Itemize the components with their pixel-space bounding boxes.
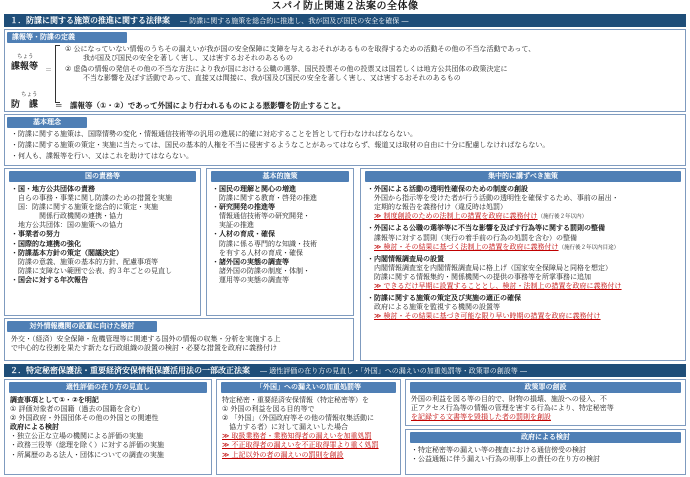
- leak-penalty: ≫ 不正取得者の漏えいを不正取得罪より重く処罰: [222, 441, 379, 450]
- section1-subheading: ― 防諜に関する施策を総合的に推進し、我が国及び国民の安全を確保 ―: [180, 17, 409, 25]
- crime-penalty: を記録する文書等を毀損した者の罰則を創設: [411, 413, 551, 422]
- basic-measures-box: [206, 168, 354, 316]
- basic-line: ・人材の育成・確保: [212, 230, 275, 239]
- focused-line: 防諜に関する情報集約・関係機関への提供の事務等を所掌事務に追加: [374, 272, 591, 281]
- foreign-leak-box: [216, 379, 401, 475]
- principle-item: ・防諜に関する施策は、国際情勢の変化・情報通信技術等の汎用の進展に的確に対応することを旨として行わなければならない。: [11, 130, 417, 138]
- focused-block: [367, 255, 683, 291]
- section2-subheading: ― 適性評価の在り方の見直し・「外国」への漏えいの加重処罰等・政策罪の創設等 ―: [260, 367, 527, 375]
- focused-note: （施行後２年以内）: [537, 214, 588, 221]
- aptitude-list: [10, 396, 210, 460]
- term2-label: 防 諜: [11, 100, 39, 110]
- duties-line: 関係行政機関の連携・協力: [39, 212, 123, 221]
- leak-line: 特定秘密・重要経済安保情報（特定秘密等）を: [222, 396, 369, 404]
- basic-line: ・諸外国の実態の調査等: [212, 257, 289, 266]
- new-crime-text: [411, 395, 683, 422]
- duties-line: 国：防諜に関する施策を総合的に策定・実施: [18, 203, 158, 212]
- basic-line: 諸外国の防諜の制度・体制・: [219, 266, 310, 275]
- duties-header: 国の責務等: [9, 171, 196, 182]
- basic-line: ・研究開発の推進等: [212, 203, 275, 212]
- basic-line: を有する人材の育成・確保: [219, 248, 303, 257]
- leak-line: ② 「外国」（外国政府等その他の情報収集活動に: [222, 414, 374, 423]
- principles-items: [11, 130, 549, 161]
- gov-review-box: [405, 429, 686, 475]
- duties-line: ・国会に対する年次報告: [11, 275, 88, 284]
- focused-block: [367, 294, 683, 321]
- duties-line: ・国・地方公共団体の責務: [11, 185, 95, 193]
- focused-line: 定期的な報告を義務付け（違反時は処罰）: [374, 203, 507, 212]
- leak-penalty: ≫ 取扱業務者・業務知得者の漏えいを加重処罰: [222, 432, 372, 441]
- aptitude-box: [4, 379, 212, 475]
- page-title: スパイ防止関連２法案の全体像: [271, 1, 419, 12]
- focused-line: 政府による施策を監視する機関の設置等: [374, 303, 500, 312]
- focused-measures-box: [360, 168, 686, 361]
- term1-reading: ちょう: [17, 54, 34, 60]
- aptitude-line: ・所属歴のある法人・団体についての調査の実施: [10, 450, 164, 459]
- focused-title: ・内閣情報調査局の設置: [367, 254, 444, 263]
- definition-item: ② 虚偽の情報の発信その他の不当な方法により我が国における公職の選挙、国民投票その他の投票又は国若しくは地方公共団体の政策決定に: [65, 65, 508, 74]
- definition-item: 我が国及び国民の安全を著しく害し、又は害するおそれのあるもの: [83, 54, 293, 63]
- focused-line: 外国から指示等を受けた者が行う活動の透明性を確保するため、事前の届出・: [374, 194, 619, 203]
- leak-line: 協力する者）に対して漏えいした場合: [229, 423, 348, 432]
- focused-obligation: ≫ できるだけ早期に設置することとし、検討・法制上の措置を政府に義務付け: [374, 282, 622, 291]
- aptitude-line: ① 評価対象者の国籍（過去の国籍を含む）: [10, 405, 145, 414]
- focused-title: ・外国による活動の透明性確保のための制度の創設: [367, 185, 528, 193]
- aptitude-header: 適性評価の在り方の見直し: [9, 382, 207, 393]
- gov-review-text: [411, 446, 683, 464]
- review-line: ・公益通報に伴う漏えい行為の刑事上の責任の在り方の検討: [411, 455, 600, 464]
- duties-line: 防諜の意義、施策の基本的方針、配慮事項等: [18, 257, 158, 266]
- term2-reading: ちょう: [21, 92, 38, 98]
- foreign-agency-box: [4, 318, 354, 361]
- crime-line: 外国の利益を図る等の目的で、財物の損壊、施設への侵入、不: [411, 395, 607, 403]
- section1-bar: [4, 14, 686, 27]
- focused-obligation: ≫ 制度創設のための法制上の措置を政府に義務付け: [374, 212, 538, 221]
- foreign-agency-line: 外交・（経済）安全保障・危機管理等に関連する国外の情報の収集・分析を実施する上: [11, 335, 281, 343]
- duties-line: ・国際的な連携の強化: [11, 239, 81, 248]
- principles-box: [4, 114, 686, 166]
- section2-bar: [4, 364, 686, 377]
- duties-line: ・事業者の努力: [11, 230, 60, 239]
- leak-penalty: ≫ 上記以外の者の漏えいの罰則を創設: [222, 450, 344, 459]
- basic-measures-list: [212, 185, 352, 285]
- focused-obligation: ≫ 検討・その結果に基づく法制上の措置を政府に義務付け: [374, 242, 559, 251]
- basic-line: 防諜に係る専門的な知識・技術: [219, 239, 317, 248]
- new-crime-header: 政策罪の創設: [410, 382, 681, 393]
- duties-box: [4, 168, 201, 316]
- basic-line: 実証の推進: [219, 221, 254, 230]
- focused-title: ・外国による公職の選挙等に不当な影響を及ぼす行為等に関する罰則の整備: [367, 224, 605, 233]
- definition-header: 諜報等・防諜の定義: [7, 32, 127, 43]
- aptitude-line: ・政務三役等（総理を除く）に対する評価の実施: [10, 441, 164, 450]
- review-line: ・特定秘密等の漏えい等の捜査における通信傍受の検討: [411, 446, 586, 454]
- leak-line: ① 外国の利益を図る目的等で: [222, 405, 315, 414]
- foreign-agency-text: [11, 335, 281, 353]
- definition-brace: [55, 45, 60, 103]
- section1-heading: １．防諜に関する施策の推進に関する法律案: [10, 16, 170, 25]
- aptitude-line: ・独立公正な立場の機関による評価の実施: [10, 432, 143, 441]
- basic-line: ・国民の理解と関心の増進: [212, 185, 296, 193]
- definition-item: ① 公になっていない情報のうちその漏えいが我が国の安全保障に支障を与えるおそれがあるものを取得するための活動その他の不当な活動であって、: [65, 45, 536, 53]
- foreign-leak-header: 「外国」への漏えいの加重処罰等: [221, 382, 396, 393]
- foreign-agency-header: 対外情報機関の設置に向けた検討: [7, 321, 157, 332]
- crime-line: 正アクセス行為等の情報の管理を害する行為により、特定秘密等: [411, 404, 614, 413]
- aptitude-line: 政府による検討: [10, 423, 59, 432]
- focused-obligation: ≫ 検討・その結果に基づき可能な限り早い時期の措置を政府に義務付け: [374, 312, 601, 321]
- focused-block: [367, 224, 683, 251]
- duties-list: [11, 185, 199, 285]
- focused-list: [367, 185, 683, 321]
- duties-line: 地方公共団体：国の施策への協力: [18, 221, 123, 230]
- basic-line: 防諜に関する教育・啓発の推進: [219, 194, 317, 203]
- definition-item: 不当な影響を及ぼす活動であって、直接又は間接に、我が国及び国民の安全を著しく害し、又は害するおそれのあるもの: [83, 74, 461, 83]
- basic-line: 運用等の実態の調査等: [219, 275, 289, 284]
- principles-header: 基本理念: [7, 117, 87, 128]
- focused-line: 諜報等に対する罰則（実行の着手前の行為の処罰を含む）の整備: [374, 233, 577, 242]
- aptitude-line: 調査事項として①・②を明記: [10, 396, 99, 404]
- basic-line: 情報通信技術等の研究開発・: [219, 212, 310, 221]
- duties-line: ・防諜基本方針の策定（閣議決定）: [11, 248, 123, 257]
- equals-sign: ＝: [45, 66, 52, 74]
- duties-line: 自らの事務・事業に関し防諜のための措置を実施: [18, 194, 172, 203]
- duties-line: 防諜に支障ない範囲で公表、約３年ごとの見直し: [18, 266, 172, 275]
- focused-header: 集中的に講ずべき施策: [365, 171, 681, 182]
- foreign-leak-list: [222, 396, 400, 460]
- focused-note: （施行後２年以内目途）: [558, 244, 620, 251]
- focused-block: [367, 185, 683, 221]
- definition-box: [4, 29, 686, 112]
- principle-item: ・防諜に関する施策の策定・実施に当たっては、国民の基本的人権を不当に侵害するようなことがあってはならず、報道又は取材の自由に十分に配慮しなければならない。: [11, 141, 550, 150]
- term1-label: 諜報等: [11, 62, 39, 72]
- section2-heading: ２．特定秘密保護法・重要経済安保情報保護活用法の一部改正法案: [10, 366, 250, 375]
- aptitude-line: ② 外国政府・外国団体その他の外国との関連性: [10, 414, 159, 423]
- definition-items: [65, 45, 535, 83]
- defense-definition: ＝ 諜報等（①・②）であって外国により行われるものによる悪影響を防止すること。: [55, 101, 346, 110]
- basic-measures-header: 基本的施策: [211, 171, 349, 182]
- new-crime-box: [405, 379, 686, 426]
- foreign-agency-line: で中心的な役割を果たす新たな行政組織の設置の検討・必要な措置を政府に義務付け: [11, 344, 277, 353]
- focused-title: ・防諜に関する施策の策定及び実施の適正の確保: [367, 294, 521, 303]
- gov-review-header: 政府による検討: [410, 432, 681, 443]
- focused-line: 内閣情報調査室を内閣情報調査局に格上げ（国家安全保障局と同格を想定）: [374, 263, 612, 272]
- principle-item: ・何人も、諜報等を行い、又はこれを助けてはならない。: [11, 152, 193, 161]
